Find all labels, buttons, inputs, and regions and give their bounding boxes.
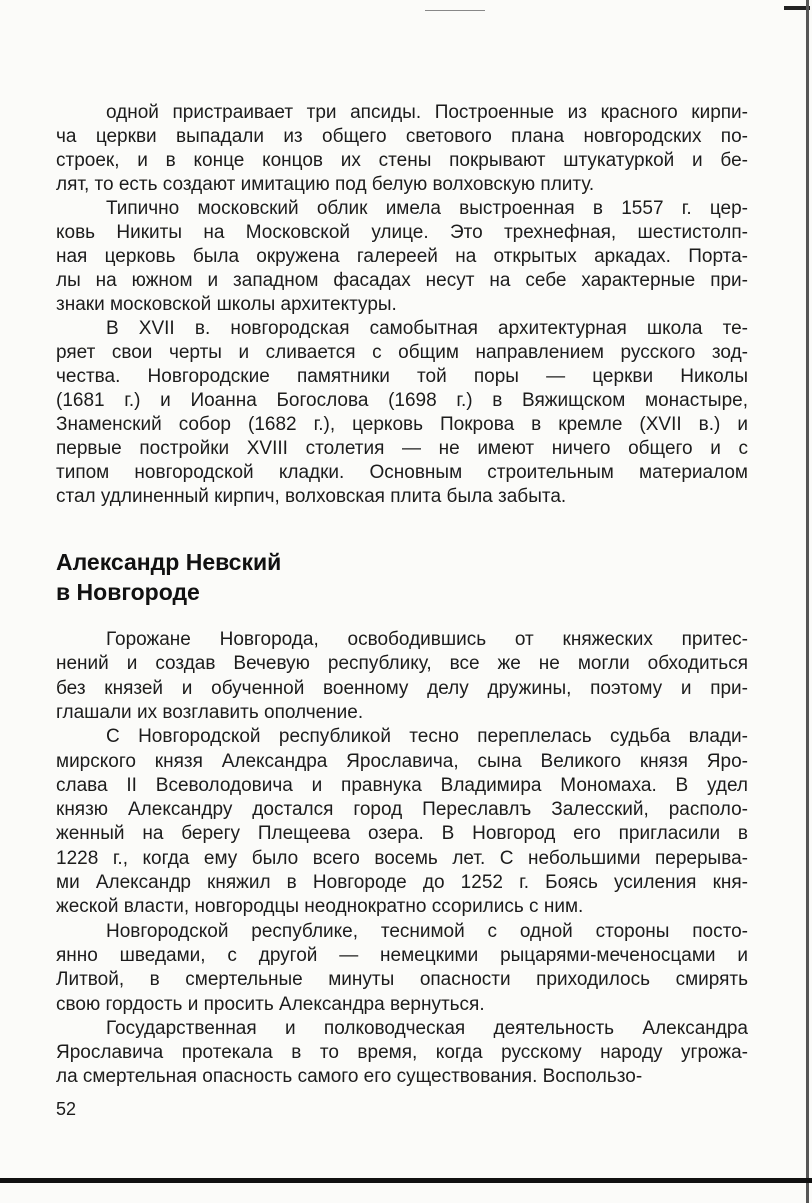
- text-line: В XVII в. новгородская самобытная архитектурная школа те-: [106, 318, 748, 339]
- text-line: Государственная и полководческая деятельность Александра: [106, 1017, 748, 1039]
- text-line: без князей и обученной военному делу дружины, поэтому и при-: [56, 677, 748, 699]
- text-line: стал удлиненный кирпич, волховская плита была забыта.: [56, 486, 567, 507]
- text-line: мирского князя Александра Ярославича, сына Великого князя Яро-: [56, 750, 748, 772]
- text-line: 1228 г., когда ему было всего восемь лет. С небольшими перерыва-: [56, 847, 748, 869]
- text-line: Ярославича протекала в то время, когда русскому народу угрожа-: [56, 1042, 748, 1064]
- text-line: чества. Новгородские памятники той поры — церкви Николы: [56, 366, 748, 387]
- text-line: С Новгородской республикой тесно переплелась судьба влади-: [106, 726, 748, 748]
- text-line: глашали их возглавить ополчение.: [56, 701, 364, 723]
- text-line: типом новгородской кладки. Основным строительным материалом: [56, 462, 748, 483]
- section-heading-line-2: в Новгороде: [56, 579, 200, 605]
- text-line: лят, то есть создают имитацию под белую волховскую плиту.: [56, 174, 595, 195]
- text-line: лы на южном и западном фасадах несут на себе характерные при-: [56, 270, 748, 291]
- text-line: янно шведами, с другой — немецкими рыцарями-меченосцами и: [56, 944, 748, 966]
- text-line: женный на берегу Плещеева озера. В Новгород его пригласили в: [56, 823, 748, 845]
- section-heading-line-1: Александр Невский: [56, 549, 282, 575]
- text-line: знаки московской школы архитектуры.: [56, 294, 397, 315]
- text-line: слава II Всеволодовича и правнука Владимира Мономаха. В удел: [56, 774, 748, 796]
- scan-top-mark: [425, 10, 485, 11]
- text-line: ча церкви выпадали из общего светового плана новгородских по-: [56, 126, 748, 147]
- text-line: Новгородской республике, теснимой с одной стороны посто-: [106, 920, 748, 942]
- text-line: Знаменский собор (1682 г.), церковь Покрова в кремле (XVII в.) и: [56, 414, 748, 435]
- text-line: строек, и в конце концов их стены покрывают штукатуркой и бе-: [56, 150, 748, 171]
- text-line: ковь Никиты на Московской улице. Это трехнефная, шестистолп-: [56, 222, 748, 243]
- page-edge: [806, 0, 809, 1203]
- text-line: свою гордость и просить Александра вернуться.: [56, 993, 485, 1015]
- page-bottom-edge: [0, 1178, 812, 1183]
- text-line: ная церковь была окружена галереей на открытых аркадах. Порта-: [56, 246, 748, 267]
- text-line: Горожане Новгорода, освободившись от княжеских притес-: [106, 629, 748, 650]
- text-line: (1681 г.) и Иоанна Богослова (1698 г.) в Вяжищском монастыре,: [56, 390, 748, 411]
- text-line: Типично московский облик имела выстроенная в 1557 г. цер-: [106, 198, 748, 219]
- text-line: первые постройки XVIII столетия — не имеют ничего общего и с: [56, 438, 748, 459]
- text-line: одной пристраивает три апсиды. Построенные из красного кирпи-: [106, 102, 748, 123]
- text-line: нений и создав Вечевую республику, все же не могли обходиться: [56, 653, 748, 675]
- text-line: Литвой, в смертельные минуты опасности приходилось смирять: [56, 969, 748, 991]
- text-line: жеской власти, новгородцы неоднократно ссорились с ним.: [56, 896, 584, 918]
- text-line: князю Александру достался город Переславлъ Залесский, располо-: [56, 799, 748, 821]
- text-line: ла смертельная опасность самого его существования. Воспользо-: [56, 1066, 643, 1088]
- page-number: 52: [56, 1099, 77, 1119]
- text-line: ми Александр княжил в Новгороде до 1252 г. Боясь усиления кня-: [56, 872, 748, 893]
- text-line: ряет свои черты и сливается с общим направлением русского зод-: [56, 342, 748, 363]
